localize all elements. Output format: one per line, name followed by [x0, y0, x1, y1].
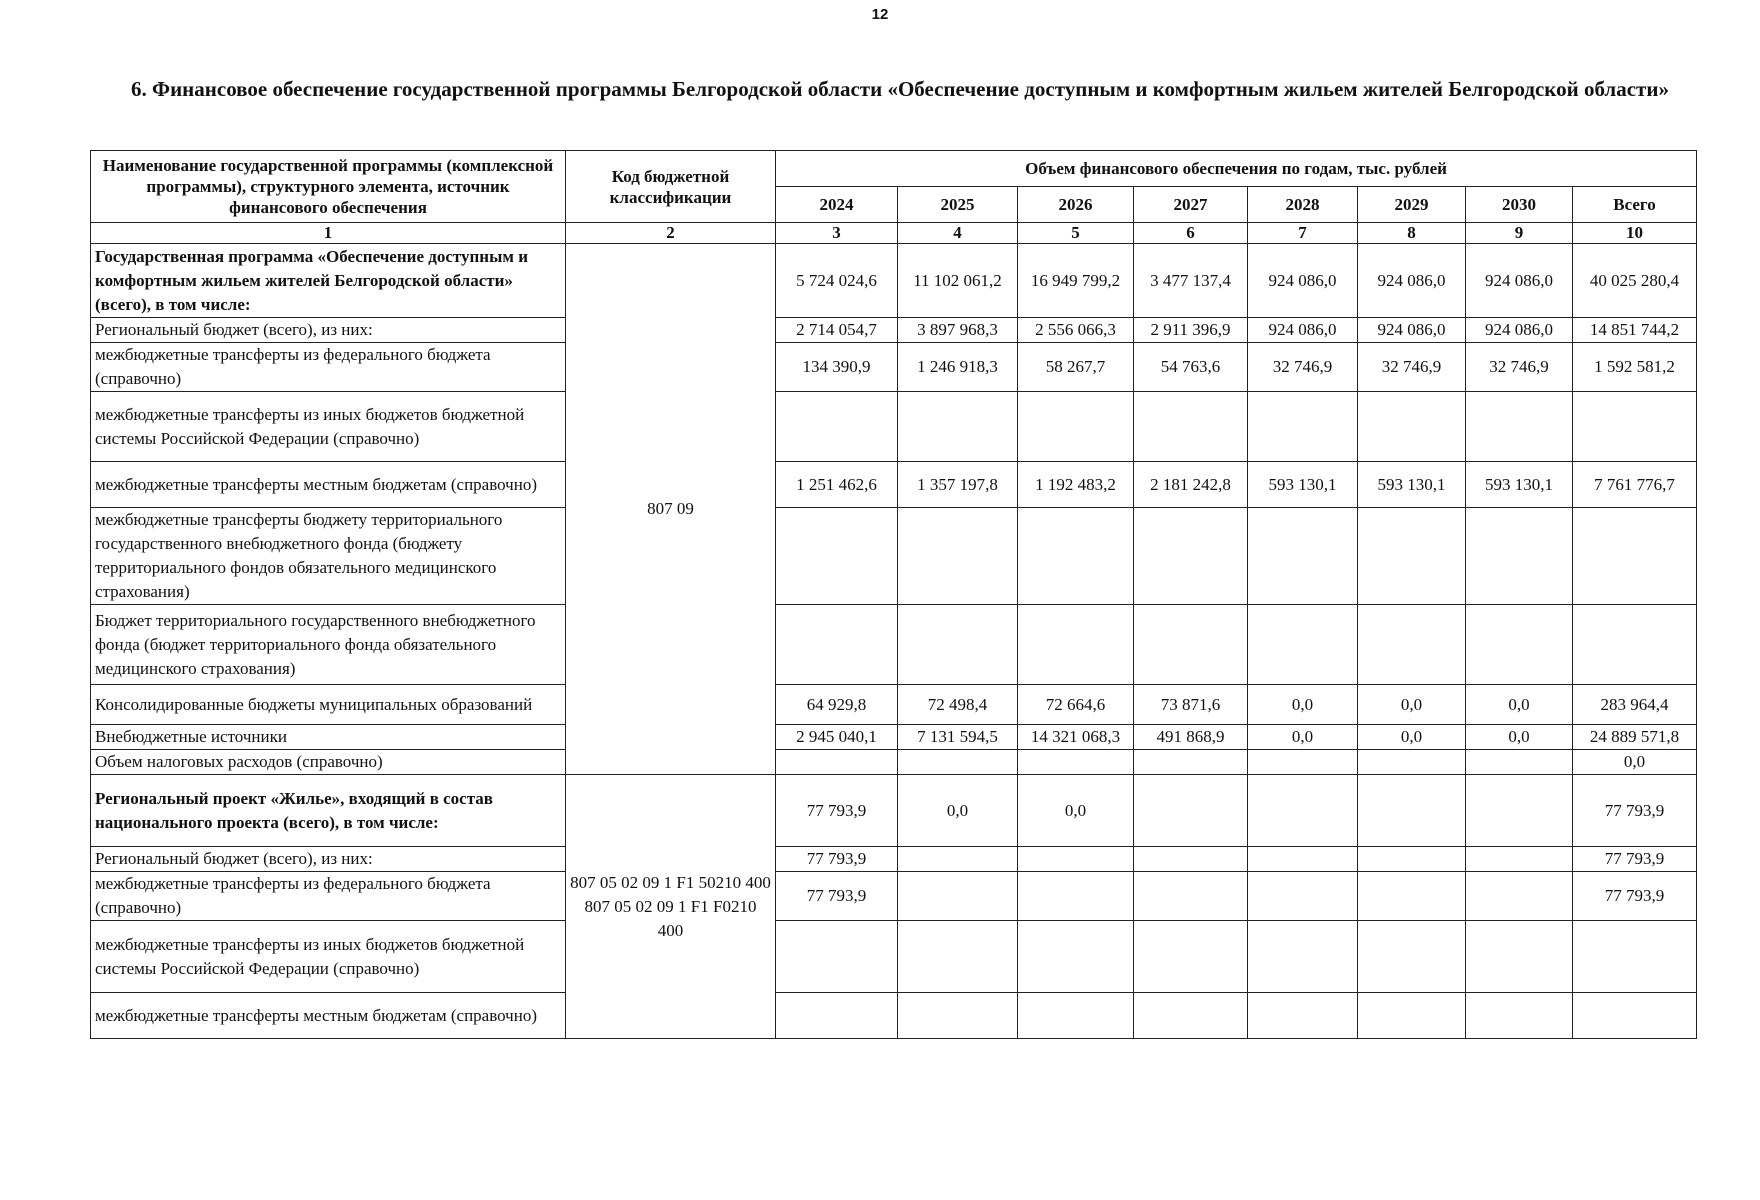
- value-cell: [1358, 750, 1466, 775]
- budget-code: 807 09: [566, 244, 776, 775]
- value-cell: [1134, 392, 1248, 462]
- value-cell: 0,0: [1358, 685, 1466, 725]
- value-cell: [1248, 921, 1358, 993]
- row-name: Государственная программа «Обеспечение доступным и комфортным жильем жителей Белгородской области» (всего), в том числе:: [91, 244, 566, 318]
- value-cell: [1466, 750, 1573, 775]
- value-cell: [898, 872, 1018, 921]
- column-number: 3: [776, 223, 898, 244]
- value-cell: [1018, 392, 1134, 462]
- value-cell: 5 724 024,6: [776, 244, 898, 318]
- value-cell: [1466, 508, 1573, 605]
- value-cell: 2 556 066,3: [1018, 318, 1134, 343]
- value-cell: 2 911 396,9: [1134, 318, 1248, 343]
- header-year: 2024: [776, 187, 898, 223]
- value-cell: [1134, 872, 1248, 921]
- value-cell: [1466, 392, 1573, 462]
- row-name: межбюджетные трансферты местным бюджетам (справочно): [91, 993, 566, 1039]
- table-row: [91, 750, 1697, 775]
- value-cell: [1248, 847, 1358, 872]
- value-cell: 3 477 137,4: [1134, 244, 1248, 318]
- total-cell: 14 851 744,2: [1573, 318, 1697, 343]
- value-cell: [898, 993, 1018, 1039]
- value-cell: [898, 508, 1018, 605]
- value-cell: 1 251 462,6: [776, 462, 898, 508]
- value-cell: [1248, 605, 1358, 685]
- value-cell: 16 949 799,2: [1018, 244, 1134, 318]
- header-code-column: Код бюджетной классификации: [566, 151, 776, 223]
- value-cell: 77 793,9: [776, 872, 898, 921]
- financing-table: [90, 150, 1697, 1039]
- table-row: [91, 605, 1697, 685]
- value-cell: [1134, 605, 1248, 685]
- value-cell: [898, 921, 1018, 993]
- value-cell: 77 793,9: [776, 847, 898, 872]
- value-cell: 593 130,1: [1248, 462, 1358, 508]
- value-cell: 3 897 968,3: [898, 318, 1018, 343]
- value-cell: 2 945 040,1: [776, 725, 898, 750]
- value-cell: [776, 750, 898, 775]
- total-cell: [1573, 993, 1697, 1039]
- value-cell: [1248, 508, 1358, 605]
- table-row: [91, 508, 1697, 605]
- value-cell: [1466, 847, 1573, 872]
- value-cell: 77 793,9: [776, 775, 898, 847]
- value-cell: 2 181 242,8: [1134, 462, 1248, 508]
- value-cell: [1018, 750, 1134, 775]
- value-cell: [1018, 921, 1134, 993]
- header-year: 2029: [1358, 187, 1466, 223]
- value-cell: [1248, 993, 1358, 1039]
- row-name: Региональный бюджет (всего), из них:: [91, 847, 566, 872]
- header-year: 2028: [1248, 187, 1358, 223]
- table-row: [91, 318, 1697, 343]
- value-cell: [1018, 508, 1134, 605]
- header-total: Всего: [1573, 187, 1697, 223]
- value-cell: 0,0: [1466, 685, 1573, 725]
- value-cell: [898, 392, 1018, 462]
- column-number: 10: [1573, 223, 1697, 244]
- total-cell: 77 793,9: [1573, 775, 1697, 847]
- total-cell: 77 793,9: [1573, 847, 1697, 872]
- table-row: [91, 244, 1697, 318]
- value-cell: [1134, 775, 1248, 847]
- column-number: 6: [1134, 223, 1248, 244]
- value-cell: 593 130,1: [1358, 462, 1466, 508]
- value-cell: [1134, 750, 1248, 775]
- table-row: [91, 847, 1697, 872]
- total-cell: 1 592 581,2: [1573, 343, 1697, 392]
- table-row: [91, 392, 1697, 462]
- header-year: 2025: [898, 187, 1018, 223]
- value-cell: [1018, 872, 1134, 921]
- value-cell: [1466, 605, 1573, 685]
- column-number-row: [91, 223, 1697, 244]
- value-cell: 32 746,9: [1248, 343, 1358, 392]
- row-name: Консолидированные бюджеты муниципальных образований: [91, 685, 566, 725]
- total-cell: 77 793,9: [1573, 872, 1697, 921]
- header-year: 2026: [1018, 187, 1134, 223]
- table-row: [91, 462, 1697, 508]
- table-row: [91, 921, 1697, 993]
- column-number: 1: [91, 223, 566, 244]
- value-cell: 924 086,0: [1466, 244, 1573, 318]
- value-cell: [1358, 847, 1466, 872]
- header-year: 2030: [1466, 187, 1573, 223]
- value-cell: [1248, 392, 1358, 462]
- row-name: межбюджетные трансферты местным бюджетам (справочно): [91, 462, 566, 508]
- value-cell: [1358, 872, 1466, 921]
- value-cell: 72 664,6: [1018, 685, 1134, 725]
- value-cell: [1466, 921, 1573, 993]
- total-cell: 283 964,4: [1573, 685, 1697, 725]
- value-cell: 0,0: [898, 775, 1018, 847]
- value-cell: [1358, 775, 1466, 847]
- total-cell: [1573, 605, 1697, 685]
- value-cell: 64 929,8: [776, 685, 898, 725]
- column-number: 9: [1466, 223, 1573, 244]
- value-cell: [776, 921, 898, 993]
- table-row: [91, 725, 1697, 750]
- value-cell: [1134, 921, 1248, 993]
- total-cell: [1573, 921, 1697, 993]
- value-cell: [1248, 750, 1358, 775]
- value-cell: 0,0: [1018, 775, 1134, 847]
- value-cell: [1018, 993, 1134, 1039]
- row-name: Объем налоговых расходов (справочно): [91, 750, 566, 775]
- value-cell: 72 498,4: [898, 685, 1018, 725]
- value-cell: [776, 392, 898, 462]
- value-cell: 134 390,9: [776, 343, 898, 392]
- value-cell: [1134, 508, 1248, 605]
- value-cell: 0,0: [1466, 725, 1573, 750]
- row-name: Бюджет территориального государственного внебюджетного фонда (бюджет территориального фонда обязательного медицинского страхования): [91, 605, 566, 685]
- value-cell: [898, 847, 1018, 872]
- table-row: [91, 685, 1697, 725]
- value-cell: 7 131 594,5: [898, 725, 1018, 750]
- total-cell: 24 889 571,8: [1573, 725, 1697, 750]
- column-number: 7: [1248, 223, 1358, 244]
- total-cell: 0,0: [1573, 750, 1697, 775]
- value-cell: [1466, 993, 1573, 1039]
- row-name: Внебюджетные источники: [91, 725, 566, 750]
- page-number: 12: [871, 6, 889, 23]
- value-cell: 0,0: [1248, 725, 1358, 750]
- table-row: [91, 775, 1697, 847]
- value-cell: 1 192 483,2: [1018, 462, 1134, 508]
- row-name: межбюджетные трансферты из иных бюджетов бюджетной системы Российской Федерации (справочно): [91, 392, 566, 462]
- value-cell: [776, 508, 898, 605]
- value-cell: [1248, 775, 1358, 847]
- value-cell: 0,0: [1358, 725, 1466, 750]
- column-number: 5: [1018, 223, 1134, 244]
- value-cell: [1358, 921, 1466, 993]
- row-name: Региональный проект «Жилье», входящий в состав национального проекта (всего), в том числе:: [91, 775, 566, 847]
- value-cell: [776, 605, 898, 685]
- total-cell: 40 025 280,4: [1573, 244, 1697, 318]
- value-cell: 1 246 918,3: [898, 343, 1018, 392]
- value-cell: 32 746,9: [1466, 343, 1573, 392]
- value-cell: [1018, 847, 1134, 872]
- value-cell: 924 086,0: [1358, 318, 1466, 343]
- value-cell: 924 086,0: [1358, 244, 1466, 318]
- header-year: 2027: [1134, 187, 1248, 223]
- column-number: 8: [1358, 223, 1466, 244]
- value-cell: [1358, 392, 1466, 462]
- header-name-column: Наименование государственной программы (комплексной программы), структурного элемента, источник финансового обеспечения: [91, 151, 566, 223]
- value-cell: [1466, 872, 1573, 921]
- row-name: межбюджетные трансферты из иных бюджетов бюджетной системы Российской Федерации (справочно): [91, 921, 566, 993]
- value-cell: [1248, 872, 1358, 921]
- header-volume-column: Объем финансового обеспечения по годам, тыс. рублей: [776, 151, 1697, 187]
- total-cell: 7 761 776,7: [1573, 462, 1697, 508]
- value-cell: [1134, 993, 1248, 1039]
- column-number: 2: [566, 223, 776, 244]
- value-cell: 924 086,0: [1248, 318, 1358, 343]
- table-row: [91, 343, 1697, 392]
- row-name: межбюджетные трансферты из федерального бюджета (справочно): [91, 343, 566, 392]
- value-cell: [1466, 775, 1573, 847]
- value-cell: [1358, 993, 1466, 1039]
- row-name: межбюджетные трансферты из федерального бюджета (справочно): [91, 872, 566, 921]
- value-cell: 491 868,9: [1134, 725, 1248, 750]
- value-cell: 11 102 061,2: [898, 244, 1018, 318]
- value-cell: 32 746,9: [1358, 343, 1466, 392]
- value-cell: [898, 605, 1018, 685]
- value-cell: 593 130,1: [1466, 462, 1573, 508]
- value-cell: 1 357 197,8: [898, 462, 1018, 508]
- value-cell: 0,0: [1248, 685, 1358, 725]
- column-number: 4: [898, 223, 1018, 244]
- row-name: Региональный бюджет (всего), из них:: [91, 318, 566, 343]
- value-cell: 14 321 068,3: [1018, 725, 1134, 750]
- value-cell: [1358, 605, 1466, 685]
- table-row: [91, 993, 1697, 1039]
- row-name: межбюджетные трансферты бюджету территориального государственного внебюджетного фонда (бюджету территориального фондов обязательного медицинского страхования): [91, 508, 566, 605]
- value-cell: [1358, 508, 1466, 605]
- value-cell: 2 714 054,7: [776, 318, 898, 343]
- value-cell: [1018, 605, 1134, 685]
- value-cell: 924 086,0: [1248, 244, 1358, 318]
- table-row: [91, 872, 1697, 921]
- value-cell: 73 871,6: [1134, 685, 1248, 725]
- total-cell: [1573, 508, 1697, 605]
- value-cell: [898, 750, 1018, 775]
- budget-code: 807 05 02 09 1 F1 50210 400 807 05 02 09 1 F1 F0210 400: [566, 775, 776, 1039]
- value-cell: 58 267,7: [1018, 343, 1134, 392]
- value-cell: 54 763,6: [1134, 343, 1248, 392]
- total-cell: [1573, 392, 1697, 462]
- value-cell: 924 086,0: [1466, 318, 1573, 343]
- value-cell: [776, 993, 898, 1039]
- value-cell: [1134, 847, 1248, 872]
- document-title: 6. Финансовое обеспечение государственной программы Белгородской области «Обеспечение доступным и комфортным жильем жителей Белгородской области»: [131, 77, 1669, 101]
